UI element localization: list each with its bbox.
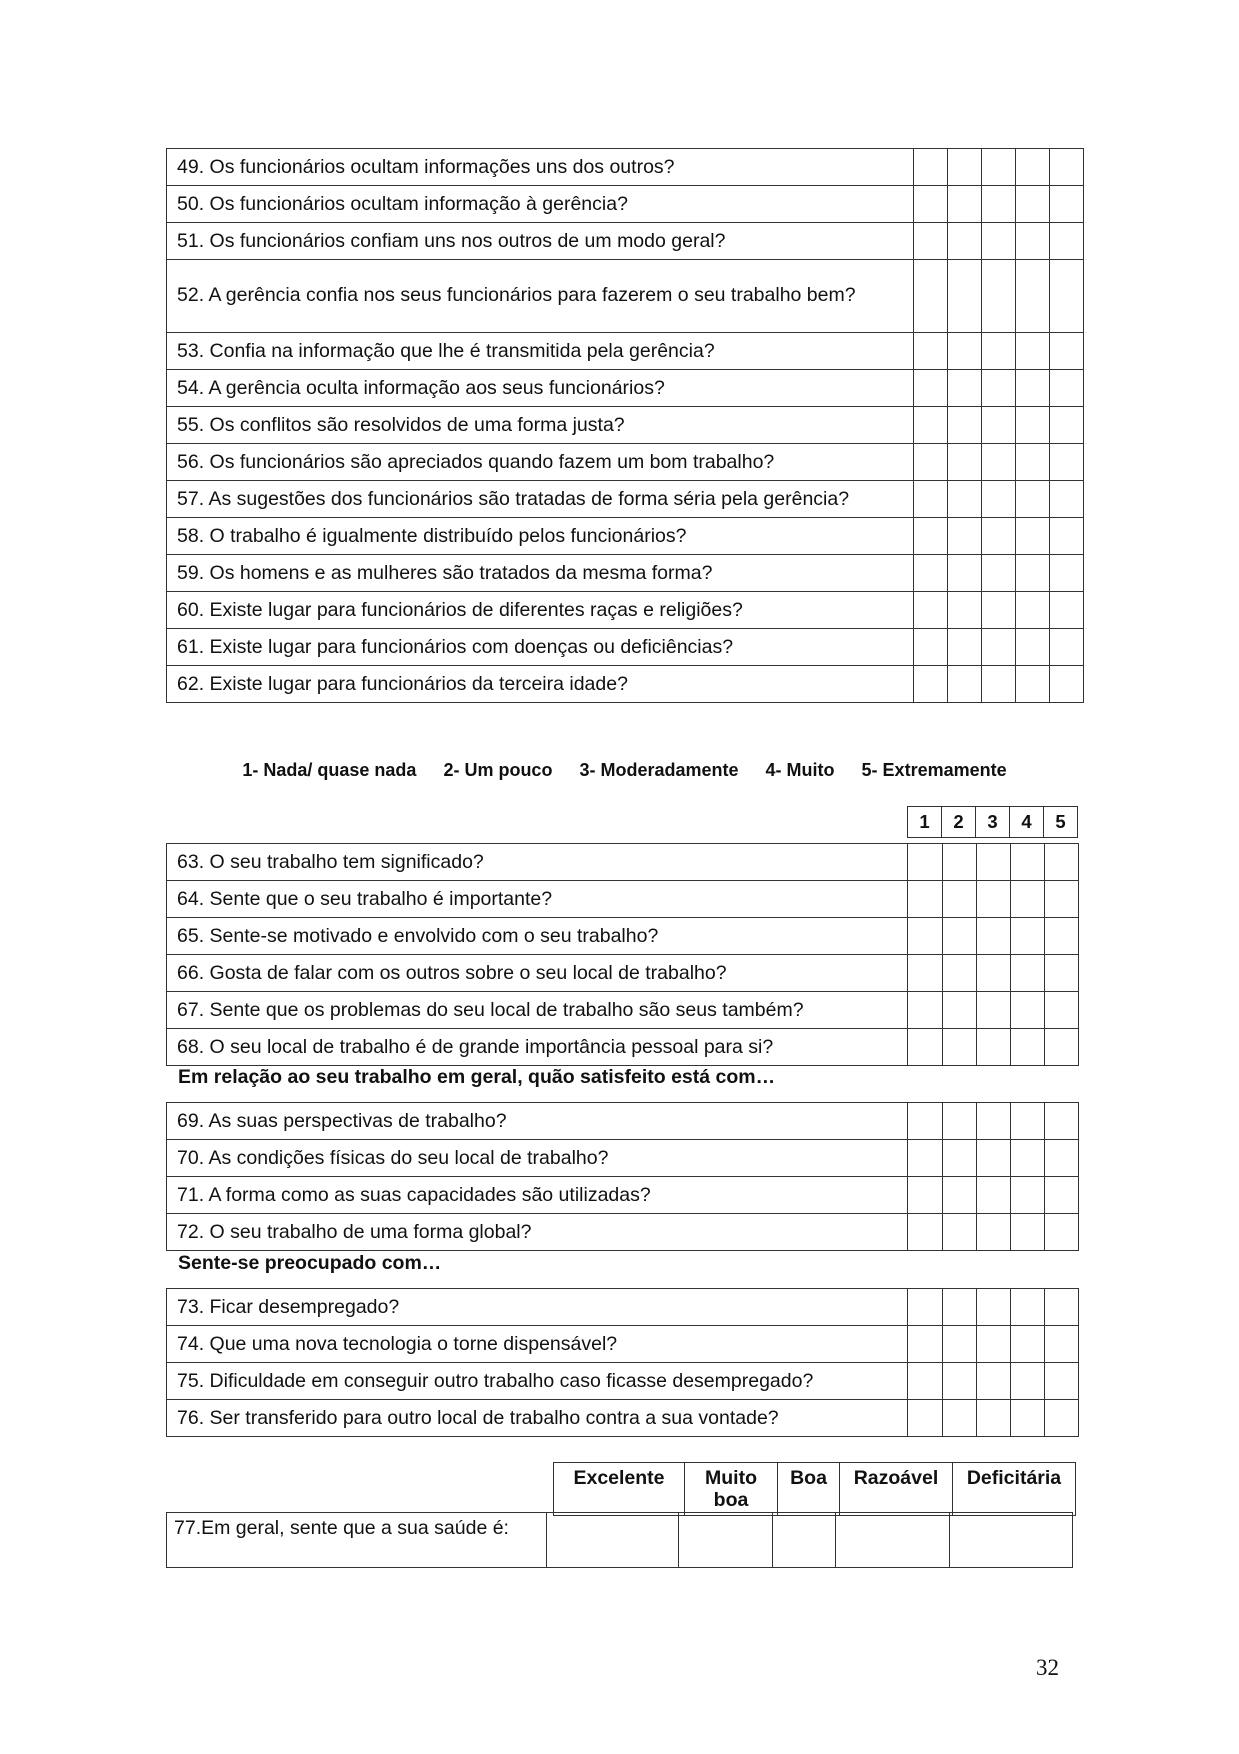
answer-box-3[interactable] xyxy=(976,1214,1010,1251)
question-text: 51. Os funcionários confiam uns nos outros de um modo geral? xyxy=(167,223,914,260)
answer-box-razoavel[interactable] xyxy=(836,1513,950,1568)
answer-box-2[interactable] xyxy=(948,592,982,629)
health-option: Deficitária xyxy=(953,1463,1076,1516)
answer-box-boa[interactable] xyxy=(773,1513,836,1568)
health-option: Razoável xyxy=(840,1463,953,1516)
answer-box-3[interactable] xyxy=(982,481,1016,518)
question-text: 57. As sugestões dos funcionários são tratadas de forma séria pela gerência? xyxy=(167,481,914,518)
question-text: 71. A forma como as suas capacidades são utilizadas? xyxy=(167,1177,908,1214)
answer-box-1[interactable] xyxy=(914,629,948,666)
answer-box-3[interactable] xyxy=(982,333,1016,370)
answer-box-1[interactable] xyxy=(908,1326,942,1363)
question-text: 72. O seu trabalho de uma forma global? xyxy=(167,1214,908,1251)
answer-box-1[interactable] xyxy=(908,918,942,955)
legend-item: 1- Nada/ quase nada xyxy=(242,760,417,780)
answer-box-5[interactable] xyxy=(1050,260,1084,333)
answer-box-4[interactable] xyxy=(1010,1177,1044,1214)
question-row xyxy=(167,1326,1079,1363)
answer-box-5[interactable] xyxy=(1050,444,1084,481)
legend-item: 5- Extremamente xyxy=(861,760,1007,780)
answer-box-3[interactable] xyxy=(982,223,1016,260)
answer-box-4[interactable] xyxy=(1010,881,1044,918)
answer-box-5[interactable] xyxy=(1050,333,1084,370)
answer-box-3[interactable] xyxy=(982,149,1016,186)
answer-box-2[interactable] xyxy=(948,481,982,518)
answer-box-5[interactable] xyxy=(1044,918,1078,955)
question-text: 64. Sente que o seu trabalho é importante? xyxy=(167,881,908,918)
answer-box-4[interactable] xyxy=(1016,666,1050,703)
answer-box-3[interactable] xyxy=(976,1326,1010,1363)
answer-box-4[interactable] xyxy=(1010,1140,1044,1177)
health-question-row xyxy=(166,1512,1073,1568)
question-row xyxy=(167,1289,1079,1326)
answer-box-2[interactable] xyxy=(948,186,982,223)
answer-box-3[interactable] xyxy=(982,666,1016,703)
answer-box-3[interactable] xyxy=(976,955,1010,992)
answer-box-2[interactable] xyxy=(948,555,982,592)
answer-box-1[interactable] xyxy=(914,223,948,260)
scale-label-4: 4 xyxy=(1010,807,1044,838)
scale-legend xyxy=(166,760,1083,781)
answer-box-3[interactable] xyxy=(976,1400,1010,1437)
question-text: 62. Existe lugar para funcionários da terceira idade? xyxy=(167,666,914,703)
answer-box-5[interactable] xyxy=(1050,481,1084,518)
answer-box-5[interactable] xyxy=(1050,370,1084,407)
answer-box-4[interactable] xyxy=(1010,918,1044,955)
answer-box-1[interactable] xyxy=(908,955,942,992)
answer-box-2[interactable] xyxy=(948,518,982,555)
question-text: 60. Existe lugar para funcionários de diferentes raças e religiões? xyxy=(167,592,914,629)
health-options-header xyxy=(553,1462,1076,1516)
answer-box-5[interactable] xyxy=(1050,666,1084,703)
health-question: 77.Em geral, sente que a sua saúde é: xyxy=(167,1513,547,1568)
answer-box-2[interactable] xyxy=(942,955,976,992)
question-text: 66. Gosta de falar com os outros sobre o seu local de trabalho? xyxy=(167,955,908,992)
answer-box-2[interactable] xyxy=(942,1177,976,1214)
answer-box-5[interactable] xyxy=(1050,592,1084,629)
answer-box-5[interactable] xyxy=(1050,518,1084,555)
answer-box-4[interactable] xyxy=(1010,1289,1044,1326)
answer-box-4[interactable] xyxy=(1010,1363,1044,1400)
answer-box-muito-boa[interactable] xyxy=(679,1513,773,1568)
answer-box-3[interactable] xyxy=(976,1363,1010,1400)
answer-box-5[interactable] xyxy=(1044,1103,1078,1140)
answer-box-3[interactable] xyxy=(976,1289,1010,1326)
answer-box-1[interactable] xyxy=(908,1289,942,1326)
answer-box-1[interactable] xyxy=(914,407,948,444)
questions-table-69-72 xyxy=(166,1102,1079,1251)
answer-box-3[interactable] xyxy=(982,260,1016,333)
answer-box-4[interactable] xyxy=(1010,1326,1044,1363)
answer-box-5[interactable] xyxy=(1044,1363,1078,1400)
answer-box-1[interactable] xyxy=(908,881,942,918)
answer-box-5[interactable] xyxy=(1050,186,1084,223)
answer-box-2[interactable] xyxy=(942,844,976,881)
question-row xyxy=(167,1177,1079,1214)
question-text: 69. As suas perspectivas de trabalho? xyxy=(167,1103,908,1140)
answer-box-1[interactable] xyxy=(908,1103,942,1140)
answer-box-3[interactable] xyxy=(976,918,1010,955)
legend-item: 3- Moderadamente xyxy=(579,760,739,780)
answer-box-5[interactable] xyxy=(1044,992,1078,1029)
answer-box-1[interactable] xyxy=(914,555,948,592)
answer-box-1[interactable] xyxy=(914,666,948,703)
question-text: 56. Os funcionários são apreciados quando fazem um bom trabalho? xyxy=(167,444,914,481)
answer-box-3[interactable] xyxy=(976,992,1010,1029)
answer-box-5[interactable] xyxy=(1050,407,1084,444)
health-option: Boa xyxy=(778,1463,840,1516)
question-text: 70. As condições físicas do seu local de trabalho? xyxy=(167,1140,908,1177)
question-row xyxy=(167,223,1084,260)
question-row xyxy=(167,955,1079,992)
answer-box-4[interactable] xyxy=(1010,1400,1044,1437)
answer-box-4[interactable] xyxy=(1010,1214,1044,1251)
answer-box-1[interactable] xyxy=(908,1363,942,1400)
scale-label-3: 3 xyxy=(976,807,1010,838)
question-text: 68. O seu local de trabalho é de grande importância pessoal para si? xyxy=(167,1029,908,1066)
scale-label-1: 1 xyxy=(908,807,942,838)
questions-table-49-62 xyxy=(166,148,1084,703)
scale-header xyxy=(907,806,1078,838)
answer-box-5[interactable] xyxy=(1044,1140,1078,1177)
answer-box-1[interactable] xyxy=(914,333,948,370)
question-row xyxy=(167,1363,1079,1400)
answer-box-3[interactable] xyxy=(976,1177,1010,1214)
answer-box-2[interactable] xyxy=(948,370,982,407)
answer-box-4[interactable] xyxy=(1016,223,1050,260)
question-row xyxy=(167,444,1084,481)
question-text: 75. Dificuldade em conseguir outro trabalho caso ficasse desempregado? xyxy=(167,1363,908,1400)
health-option: Excelente xyxy=(554,1463,685,1516)
answer-box-5[interactable] xyxy=(1044,955,1078,992)
question-text: 55. Os conflitos são resolvidos de uma forma justa? xyxy=(167,407,914,444)
answer-box-5[interactable] xyxy=(1044,844,1078,881)
answer-box-5[interactable] xyxy=(1050,149,1084,186)
answer-box-5[interactable] xyxy=(1050,223,1084,260)
answer-box-1[interactable] xyxy=(914,518,948,555)
answer-box-5[interactable] xyxy=(1044,1289,1078,1326)
question-row xyxy=(167,1400,1079,1437)
question-text: 67. Sente que os problemas do seu local de trabalho são seus também? xyxy=(167,992,908,1029)
answer-box-1[interactable] xyxy=(908,1214,942,1251)
answer-box-4[interactable] xyxy=(1016,592,1050,629)
question-row xyxy=(167,370,1084,407)
answer-box-2[interactable] xyxy=(948,149,982,186)
answer-box-3[interactable] xyxy=(982,592,1016,629)
answer-box-2[interactable] xyxy=(942,992,976,1029)
answer-box-2[interactable] xyxy=(948,629,982,666)
answer-box-4[interactable] xyxy=(1016,186,1050,223)
answer-box-3[interactable] xyxy=(982,407,1016,444)
health-option: Muito boa xyxy=(685,1463,778,1516)
answer-box-4[interactable] xyxy=(1016,555,1050,592)
question-row xyxy=(167,333,1084,370)
answer-box-2[interactable] xyxy=(942,1326,976,1363)
answer-box-1[interactable] xyxy=(914,481,948,518)
answer-box-1[interactable] xyxy=(908,1029,942,1066)
answer-box-1[interactable] xyxy=(914,149,948,186)
question-text: 74. Que uma nova tecnologia o torne dispensável? xyxy=(167,1326,908,1363)
page-number: 32 xyxy=(1036,1655,1059,1680)
question-row xyxy=(167,1214,1079,1251)
answer-box-2[interactable] xyxy=(948,407,982,444)
answer-box-3[interactable] xyxy=(976,881,1010,918)
questions-table-63-68 xyxy=(166,843,1079,1066)
questions-table-73-76 xyxy=(166,1288,1079,1437)
question-row xyxy=(167,186,1084,223)
answer-box-3[interactable] xyxy=(982,555,1016,592)
answer-box-1[interactable] xyxy=(908,1400,942,1437)
answer-box-5[interactable] xyxy=(1044,1326,1078,1363)
question-row xyxy=(167,260,1084,333)
question-text: 53. Confia na informação que lhe é transmitida pela gerência? xyxy=(167,333,914,370)
answer-box-2[interactable] xyxy=(942,1363,976,1400)
answer-box-2[interactable] xyxy=(948,260,982,333)
question-row xyxy=(167,149,1084,186)
answer-box-excelente[interactable] xyxy=(547,1513,679,1568)
answer-box-5[interactable] xyxy=(1044,1400,1078,1437)
answer-box-3[interactable] xyxy=(976,1140,1010,1177)
question-text: 76. Ser transferido para outro local de trabalho contra a sua vontade? xyxy=(167,1400,908,1437)
answer-box-3[interactable] xyxy=(976,1103,1010,1140)
question-text: 50. Os funcionários ocultam informação à gerência? xyxy=(167,186,914,223)
question-text: 52. A gerência confia nos seus funcionários para fazerem o seu trabalho bem? xyxy=(167,260,914,333)
answer-box-2[interactable] xyxy=(942,881,976,918)
answer-box-2[interactable] xyxy=(942,918,976,955)
answer-box-1[interactable] xyxy=(914,592,948,629)
answer-box-4[interactable] xyxy=(1010,955,1044,992)
answer-box-2[interactable] xyxy=(942,1140,976,1177)
answer-box-3[interactable] xyxy=(982,629,1016,666)
scale-label-2: 2 xyxy=(942,807,976,838)
answer-box-5[interactable] xyxy=(1044,1177,1078,1214)
section-heading-satisfaction: Em relação ao seu trabalho em geral, quão satisfeito está com… xyxy=(178,1066,776,1088)
answer-box-1[interactable] xyxy=(908,992,942,1029)
question-text: 49. Os funcionários ocultam informações uns dos outros? xyxy=(167,149,914,186)
answer-box-1[interactable] xyxy=(914,260,948,333)
question-row xyxy=(167,1029,1079,1066)
question-row xyxy=(167,592,1084,629)
question-row xyxy=(167,555,1084,592)
question-row xyxy=(167,407,1084,444)
answer-box-3[interactable] xyxy=(982,370,1016,407)
answer-box-2[interactable] xyxy=(948,666,982,703)
answer-box-4[interactable] xyxy=(1010,1103,1044,1140)
question-text: 54. A gerência oculta informação aos seus funcionários? xyxy=(167,370,914,407)
answer-box-4[interactable] xyxy=(1016,407,1050,444)
answer-box-3[interactable] xyxy=(982,186,1016,223)
answer-box-2[interactable] xyxy=(942,1029,976,1066)
question-row xyxy=(167,992,1079,1029)
answer-box-2[interactable] xyxy=(942,1214,976,1251)
answer-box-2[interactable] xyxy=(942,1400,976,1437)
answer-box-2[interactable] xyxy=(948,223,982,260)
legend-item: 4- Muito xyxy=(765,760,835,780)
answer-box-4[interactable] xyxy=(1016,333,1050,370)
answer-box-5[interactable] xyxy=(1050,629,1084,666)
question-row xyxy=(167,481,1084,518)
question-row xyxy=(167,844,1079,881)
answer-box-5[interactable] xyxy=(1050,555,1084,592)
question-row xyxy=(167,881,1079,918)
answer-box-5[interactable] xyxy=(1044,1029,1078,1066)
answer-box-2[interactable] xyxy=(948,444,982,481)
question-text: 61. Existe lugar para funcionários com doenças ou deficiências? xyxy=(167,629,914,666)
answer-box-1[interactable] xyxy=(914,444,948,481)
question-text: 63. O seu trabalho tem significado? xyxy=(167,844,908,881)
legend-item: 2- Um pouco xyxy=(443,760,553,780)
question-row xyxy=(167,918,1079,955)
question-text: 65. Sente-se motivado e envolvido com o seu trabalho? xyxy=(167,918,908,955)
answer-box-4[interactable] xyxy=(1010,1029,1044,1066)
answer-box-3[interactable] xyxy=(976,844,1010,881)
answer-box-2[interactable] xyxy=(948,333,982,370)
question-row xyxy=(167,629,1084,666)
question-row xyxy=(167,666,1084,703)
answer-box-4[interactable] xyxy=(1016,629,1050,666)
answer-box-4[interactable] xyxy=(1016,370,1050,407)
answer-box-5[interactable] xyxy=(1044,881,1078,918)
answer-box-1[interactable] xyxy=(908,844,942,881)
section-heading-worry: Sente-se preocupado com… xyxy=(178,1252,442,1274)
answer-box-3[interactable] xyxy=(982,444,1016,481)
answer-box-1[interactable] xyxy=(914,186,948,223)
answer-box-4[interactable] xyxy=(1016,481,1050,518)
answer-box-4[interactable] xyxy=(1010,992,1044,1029)
question-row xyxy=(167,1140,1079,1177)
question-text: 59. Os homens e as mulheres são tratados da mesma forma? xyxy=(167,555,914,592)
answer-box-1[interactable] xyxy=(908,1140,942,1177)
answer-box-deficitaria[interactable] xyxy=(950,1513,1073,1568)
answer-box-1[interactable] xyxy=(908,1177,942,1214)
answer-box-4[interactable] xyxy=(1016,260,1050,333)
scale-label-5: 5 xyxy=(1044,807,1078,838)
answer-box-3[interactable] xyxy=(982,518,1016,555)
answer-box-3[interactable] xyxy=(976,1029,1010,1066)
answer-box-1[interactable] xyxy=(914,370,948,407)
answer-box-2[interactable] xyxy=(942,1103,976,1140)
answer-box-4[interactable] xyxy=(1016,444,1050,481)
answer-box-4[interactable] xyxy=(1016,518,1050,555)
question-text: 58. O trabalho é igualmente distribuído pelos funcionários? xyxy=(167,518,914,555)
question-text: 73. Ficar desempregado? xyxy=(167,1289,908,1326)
answer-box-4[interactable] xyxy=(1010,844,1044,881)
question-row xyxy=(167,518,1084,555)
answer-box-5[interactable] xyxy=(1044,1214,1078,1251)
answer-box-4[interactable] xyxy=(1016,149,1050,186)
question-row xyxy=(167,1103,1079,1140)
answer-box-2[interactable] xyxy=(942,1289,976,1326)
